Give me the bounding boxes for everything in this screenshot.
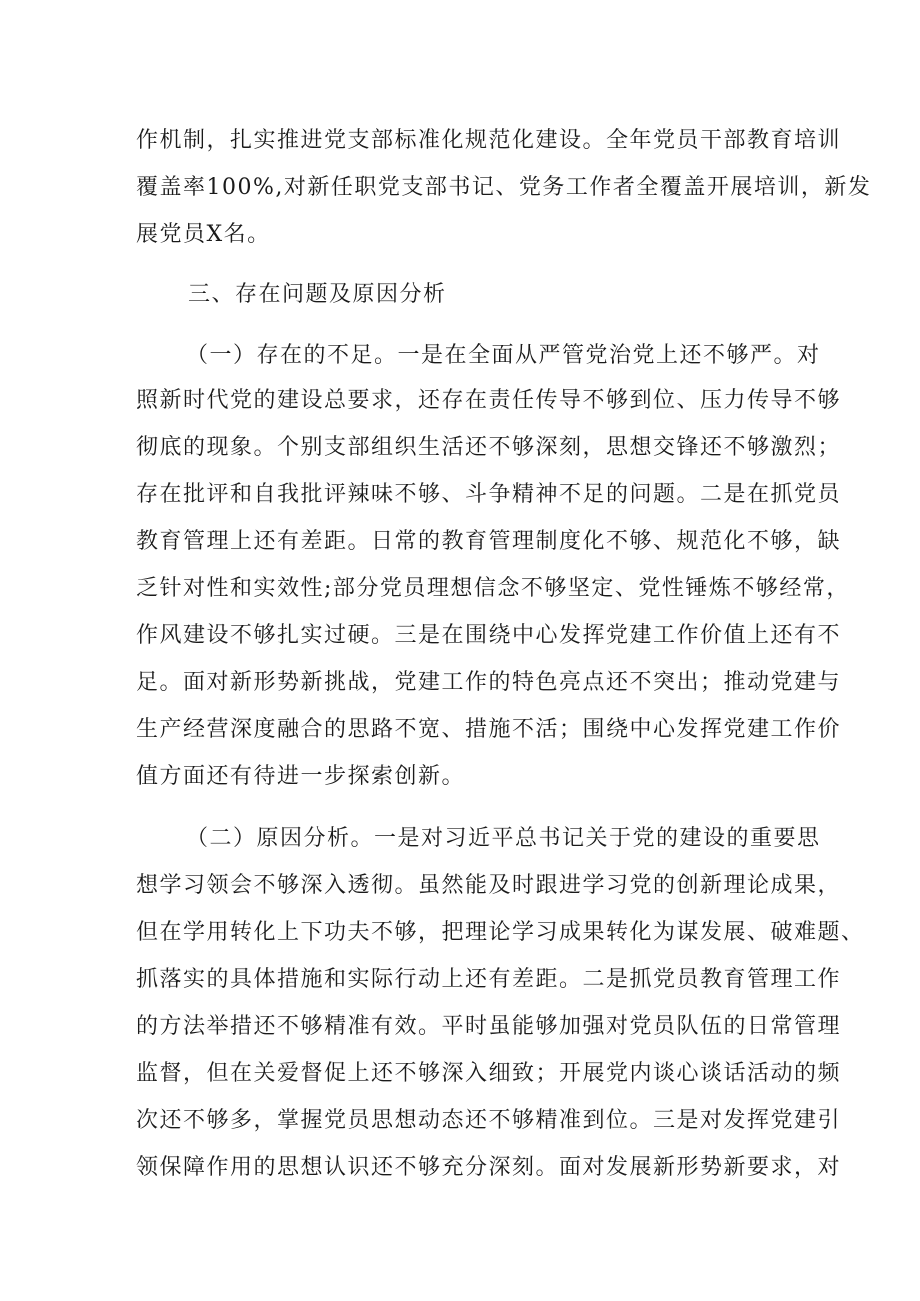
body-line: 生产经营深度融合的思路不宽、措施不活；围绕中心发挥党建工作价 bbox=[136, 717, 842, 742]
body-line: 想学习领会不够深入透彻。虽然能及时跟进学习党的创新理论成果， bbox=[136, 873, 842, 898]
body-line: 展党员X名。 bbox=[136, 222, 271, 247]
body-line: 足。面对新形势新挑战，党建工作的特色亮点还不突出；推动党建与 bbox=[136, 670, 842, 695]
body-line: 次还不够多，掌握党员思想动态还不够精准到位。三是对发挥党建引 bbox=[136, 1108, 842, 1133]
paragraph-first-line: （二）原因分析。一是对习近平总书记关于党的建设的重要思 bbox=[186, 826, 821, 851]
body-line: 领保障作用的思想认识还不够充分深刻。面对发展新形势新要求，对 bbox=[136, 1155, 842, 1180]
section-heading: 三、存在问题及原因分析 bbox=[188, 282, 447, 307]
body-line: 的方法举措还不够精准有效。平时虽能够加强对党员队伍的日常管理 bbox=[136, 1014, 842, 1039]
body-line: 作机制，扎实推进党支部标准化规范化建设。全年党员干部教育培训 bbox=[136, 128, 842, 153]
body-line: 彻底的现象。个别支部组织生活还不够深刻，思想交锋还不够激烈； bbox=[136, 435, 842, 460]
body-line: 作风建设不够扎实过硬。三是在围绕中心发挥党建工作价值上还有不 bbox=[136, 623, 842, 648]
paragraph-first-line: （一）存在的不足。一是在全面从严管党治党上还不够严。对 bbox=[186, 343, 821, 368]
body-line: 乏针对性和实效性;部分党员理想信念不够坚定、党性锤炼不够经常， bbox=[136, 576, 850, 601]
body-line: 覆盖率100%,对新任职党支部书记、党务工作者全覆盖开展培训，新发 bbox=[136, 175, 872, 200]
body-line: 抓落实的具体措施和实际行动上还有差距。二是抓党员教育管理工作 bbox=[136, 967, 842, 992]
body-line: 但在学用转化上下功夫不够，把理论学习成果转化为谋发展、破难题、 bbox=[136, 920, 865, 945]
body-line: 教育管理上还有差距。日常的教育管理制度化不够、规范化不够，缺 bbox=[136, 529, 842, 554]
body-line: 存在批评和自我批评辣味不够、斗争精神不足的问题。二是在抓党员 bbox=[136, 482, 842, 507]
body-line: 监督，但在关爱督促上还不够深入细致；开展党内谈心谈话活动的频 bbox=[136, 1061, 842, 1086]
body-line: 值方面还有待进一步探索创新。 bbox=[136, 764, 466, 789]
body-line: 照新时代党的建设总要求，还存在责任传导不够到位、压力传导不够 bbox=[136, 388, 842, 413]
